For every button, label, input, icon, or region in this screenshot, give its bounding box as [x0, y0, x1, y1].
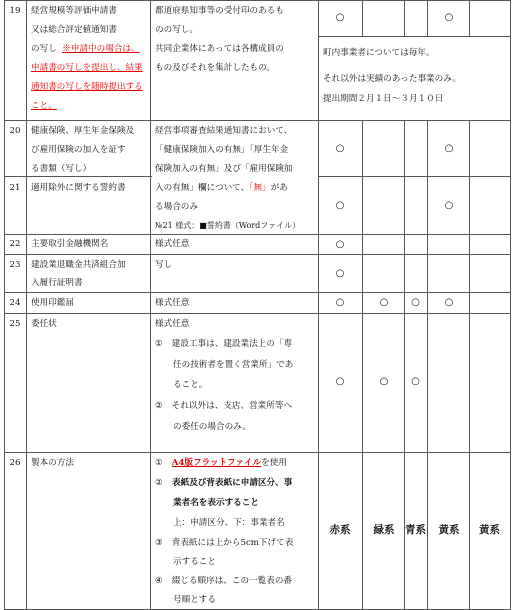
list-item: 示すること	[173, 557, 216, 567]
binder-color: 黄系	[438, 524, 460, 536]
list-item: ④ 綴じる順序は、この一覧表の番	[155, 576, 293, 586]
note: 提出期間２月１日～３月１０日	[323, 94, 444, 104]
item-description: る場合のみ	[155, 202, 198, 212]
row-number: 21	[9, 183, 21, 193]
binder-color: 青系	[405, 524, 426, 536]
list-item: ② それ以外は、支店、営業所等へ	[155, 401, 293, 411]
item-name: 建設業退職金共済組合加	[31, 260, 126, 270]
item-description: のの写し。	[155, 25, 198, 35]
check-mark: ○	[444, 297, 454, 308]
check-mark: ○	[379, 297, 389, 308]
item-description: 経営事項審査結果通知書において、	[155, 126, 293, 136]
item-name: 製本の方法	[31, 458, 74, 468]
item-name: 入履行証明書	[31, 278, 83, 288]
check-mark: ○	[335, 297, 345, 308]
row-number: 26	[9, 458, 21, 468]
item-name: び雇用保険の加入を証す	[31, 145, 126, 155]
item-description: 都道府県知事等の受付印のあるも	[155, 6, 284, 16]
check-mark: ○	[444, 12, 454, 23]
binder-color: 黄系	[479, 524, 500, 536]
item-description: 入の有無」欄について、「無」があ	[155, 183, 288, 193]
list-item: ② 表紙及び背表紙に申請区分、事	[155, 478, 293, 488]
row-number: 22	[9, 239, 21, 249]
list-item: の委任の場合のみ。	[173, 422, 251, 432]
list-item: 上：申請区分、下：事業者名	[173, 518, 285, 528]
check-mark: ○	[335, 12, 345, 23]
red-keyword: A4版フラットファイル	[171, 458, 262, 468]
check-mark: ○	[444, 143, 454, 154]
red-note: こと。	[31, 101, 57, 111]
red-note: ※申請中の場合は、	[62, 44, 140, 54]
item-description: もの及びそれを集計したもの。	[155, 63, 275, 73]
red-note: 通知書の写しを随時提出する	[31, 82, 143, 92]
item-description: 様式任意	[155, 239, 190, 249]
check-mark: ○	[411, 297, 420, 308]
list-item: ① A4版フラットファイルを使用	[155, 458, 287, 468]
item-name: る書類（写し）	[31, 164, 92, 174]
row-number: 24	[9, 298, 21, 308]
item-description: 写し	[155, 260, 173, 270]
check-mark: ○	[335, 376, 345, 387]
note: 町内事業者については毎年。	[323, 48, 435, 58]
row-number: 20	[9, 126, 21, 136]
check-mark: ○	[335, 268, 345, 279]
item-name: の写し ※申請中の場合は、	[31, 44, 140, 54]
list-item: 任の技術者を置く営業所」であ	[173, 360, 294, 370]
red-keyword: 「無」	[249, 183, 271, 193]
red-note: 申請書の写しを提出し、結果	[31, 63, 143, 73]
row-number: 25	[9, 319, 21, 329]
note: それ以外は実績のあった事業のみ。	[323, 74, 461, 84]
check-mark: ○	[335, 143, 345, 154]
check-mark: ○	[335, 239, 345, 250]
item-name: 使用印鑑届	[31, 298, 74, 308]
check-mark: ○	[411, 376, 420, 387]
list-item: 業者名を表示すること	[173, 498, 259, 508]
row-number: 23	[9, 260, 21, 270]
check-mark: ○	[379, 376, 389, 387]
item-name: 委任状	[31, 319, 57, 329]
item-name: 主要取引金融機関名	[31, 239, 109, 249]
check-mark: ○	[444, 200, 454, 211]
check-mark: ○	[335, 200, 345, 211]
item-description: 保険加入の有無」及び「雇用保険加	[155, 164, 293, 174]
list-item: ③ 背表紙には上から5cm下げて表	[155, 538, 294, 548]
list-item: 号順とする	[173, 595, 216, 605]
list-item: ① 建設工事は、建設業法上の「専	[155, 339, 293, 349]
item-description: 様式任意	[155, 298, 190, 308]
item-name: 経営規模等評価申請書	[31, 6, 117, 16]
item-name: 又は総合評定値通知書	[31, 25, 117, 35]
item-name: 健康保険、厚生年金保険及	[31, 126, 135, 136]
item-name: 適用除外に関する誓約書	[31, 183, 126, 193]
list-item: ること。	[173, 380, 208, 390]
binder-color: 赤系	[329, 524, 351, 536]
item-description: 「健康保険加入の有無」「厚生年金	[155, 145, 289, 155]
row-number: 19	[9, 6, 21, 16]
form-link[interactable]: №21 様式：■誓約書（Wordファイル）	[155, 221, 301, 230]
binder-color: 緑系	[373, 524, 395, 536]
item-description: 共同企業体にあっては各構成員の	[155, 44, 284, 54]
item-description: 様式任意	[155, 319, 190, 329]
